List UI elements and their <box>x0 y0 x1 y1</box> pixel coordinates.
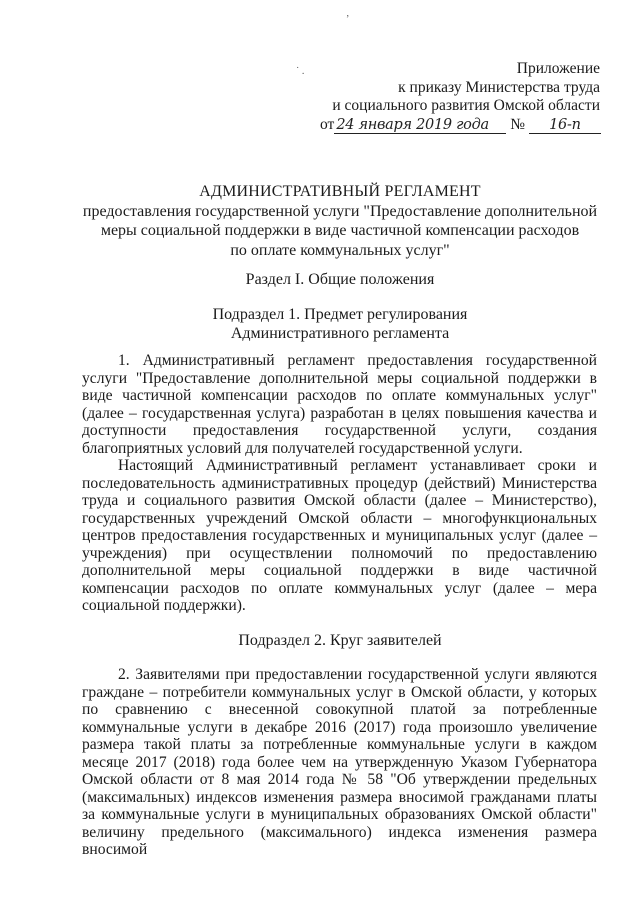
scan-speck: ʼ <box>346 14 350 25</box>
date-prefix: от <box>320 115 335 133</box>
title-line-1: предоставления государственной услуги "Предоставление дополнительной <box>82 202 598 220</box>
subsection-1-body <box>82 352 597 615</box>
document-title <box>40 182 639 260</box>
subsection-1-heading <box>40 305 639 343</box>
number-sign: № <box>510 115 525 133</box>
subsection-1-heading-line-1: Подраздел 1. Предмет регулирования <box>212 306 468 323</box>
paragraph-3: 2. Заявителями при предоставлении государственной услуги являются граждане – потребители коммунальных услуг в Омской области, у которых по сравнению с внесенной совокупной платой за потребленные коммунальные услуги в декабре 2016 (2017) года произошло увеличение размера такой платы за потребленные коммунальные услуги в каждом месяце 2017 (2018) года более чем на утвержденную Указом Губернатора Омской области от 8 мая 2014 года № 58 "Об утверждении предельных (максимальных) индексов изменения размера вносимой гражданами платы за коммунальные услуги в муниципальных образованиях Омской области" величину предельного (максимального) индекса изменения размера вносимой <box>82 666 597 858</box>
number-field <box>529 117 601 134</box>
title-main: АДМИНИСТРАТИВНЫЙ РЕГЛАМЕНТ <box>199 183 481 200</box>
order-date-number-line <box>320 116 600 135</box>
title-line-2: меры социальной поддержки в виде частичной компенсации расходов <box>100 222 580 239</box>
appendix-label: Приложение <box>516 60 600 77</box>
handwritten-number: 16-п <box>549 116 581 133</box>
subsection-1-heading-line-2: Административного регламента <box>230 325 450 342</box>
title-line-3: по оплате коммунальных услуг" <box>230 241 450 259</box>
appendix-ministry: и социального развития Омской области <box>332 97 600 114</box>
appendix-order-ref: к приказу Министерства труда <box>398 78 600 96</box>
appendix-header <box>320 60 600 134</box>
section-1-heading: Раздел I. Общие положения <box>245 271 435 288</box>
date-field <box>334 117 506 134</box>
handwritten-date: 24 января 2019 года <box>336 116 489 133</box>
subsection-2-heading: Подраздел 2. Круг заявителей <box>238 632 442 649</box>
scan-speck: ˙ . <box>296 66 305 77</box>
paragraph-1: 1. Административный регламент предоставления государственной услуги "Предоставление дополнительной меры социальной поддержки в виде частичной компенсации расходов по оплате коммунальных услуг" (далее – государственная услуга) разработан в целях повышения качества и доступности предоставления государственной услуги, создания благоприятных условий для получателей государственной услуги. <box>82 352 597 457</box>
paragraph-2: Настоящий Административный регламент устанавливает сроки и последовательность административных процедур (действий) Министерства труда и социального развития Омской области (далее – Министерство), государственных учреждений Омской области – многофункциональных центров предоставления государственных и муниципальных услуг (далее – учреждения) при осуществлении полномочий по предоставлению дополнительной меры социальной поддержки в виде частичной компенсации расходов по оплате коммунальных услуг (далее – мера социальной поддержки). <box>82 457 597 614</box>
subsection-2-body <box>82 666 597 859</box>
